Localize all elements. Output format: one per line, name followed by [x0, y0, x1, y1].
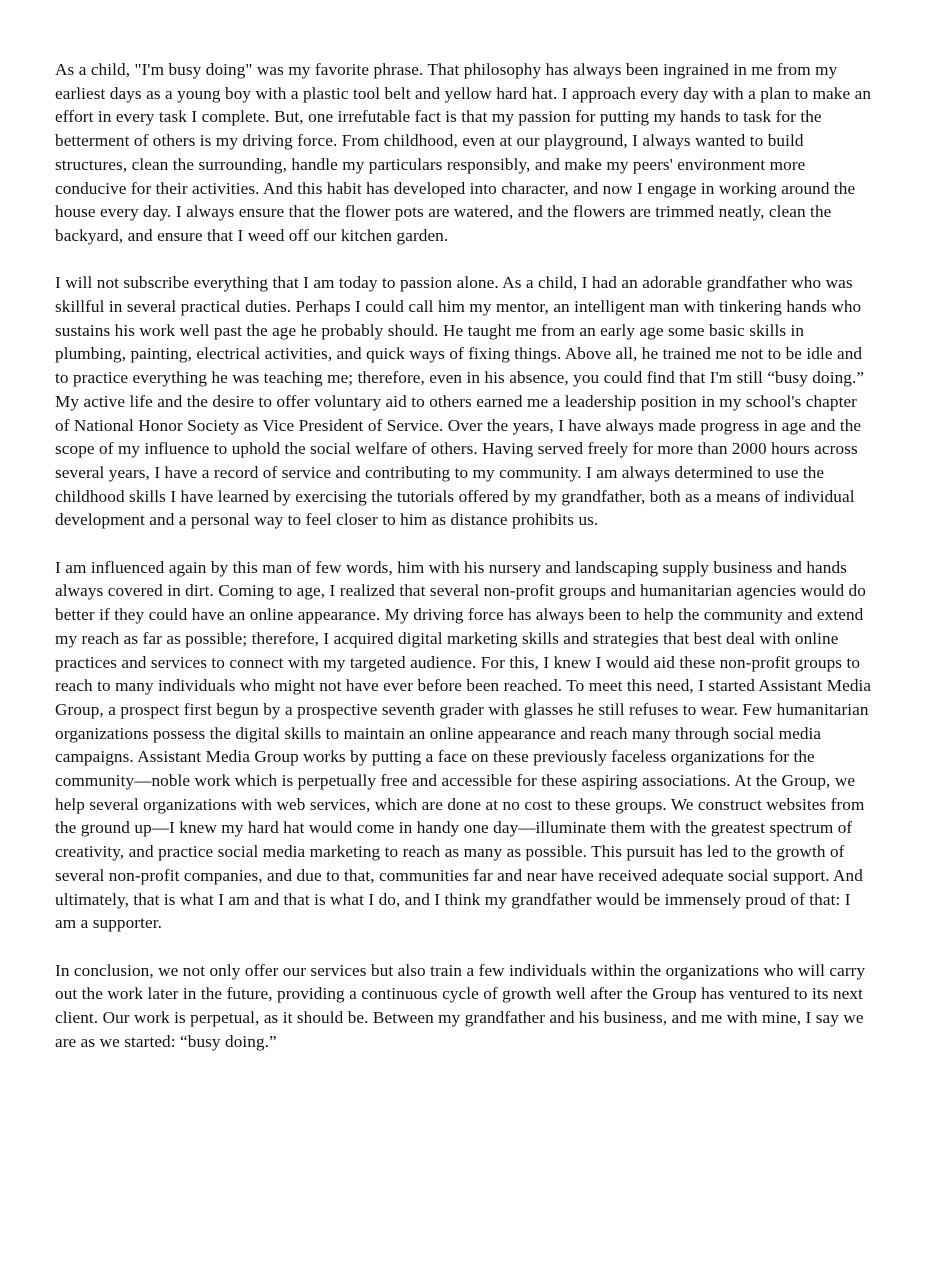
essay-paragraph-2: I will not subscribe everything that I am today to passion alone. As a child, I had an adorable grandfather who was skillful in several practical duties. Perhaps I could call him my mentor, an intelligent man with tinkering hands who sustains his work well past the age he probably should. He taught me from an early age some basic skills in plumbing, painting, electrical activities, and quick ways of fixing things. Above all, he trained me not to be idle and to practice everything he was teaching me; therefore, even in his absence, you could find that I'm still “busy doing.” My active life and the desire to offer voluntary aid to others earned me a leadership position in my school's chapter of National Honor Society as Vice President of Service. Over the years, I have always made progress in age and the scope of my influence to uphold the social welfare of others. Having served freely for more than 2000 hours across several years, I have a record of service and contributing to my community. I am always determined to use the childhood skills I have learned by exercising the tutorials offered by my grandfather, both as a means of individual development and a personal way to feel closer to him as distance prohibits us. — [55, 273, 865, 530]
essay-paragraph-4: In conclusion, we not only offer our services but also train a few individuals within the organizations who will carry out the work later in the future, providing a continuous cycle of growth well after the Group has ventured to its next client. Our work is perpetual, as it should be. Between my grandfather and his business, and me with mine, I say we are as we started: “busy doing.” — [55, 960, 866, 1051]
essay-paragraph-3: I am influenced again by this man of few words, him with his nursery and landscaping supply business and hands always covered in dirt. Coming to age, I realized that several non-profit groups and humanitarian agencies would do better if they could have an online appearance. My driving force has always been to help the community and extend my reach as far as possible; therefore, I acquired digital marketing skills and strategies that best deal with online practices and services to connect with my targeted audience. For this, I knew I would aid these non-profit groups to reach to many individuals who might not have ever before been reached. To meet this need, I started Assistant Media Group, a prospect first begun by a prospective seventh grader with glasses he still refuses to wear. Few humanitarian organizations possess the digital skills to maintain an online appearance and reach many through social media campaigns. Assistant Media Group works by putting a face on these previously faceless organizations for the community—noble work which is perpetually free and accessible for these aspiring associations. At the Group, we help several organizations with web services, which are done at no cost to these groups. We construct websites from the ground up—I knew my hard hat would come in handy one day—illuminate them with the greatest spectrum of creativity, and practice social media marketing to reach as many as possible. This pursuit has led to the growth of several non-profit companies, and due to that, communities far and near have received adequate social support. And ultimately, that is what I am and that is what I do, and I think my grandfather would be immensely proud of that: I am a supporter. — [55, 557, 872, 933]
essay-body — [55, 58, 875, 1053]
essay-paragraph-1: As a child, "I'm busy doing" was my favorite phrase. That philosophy has always been ingrained in me from my earliest days as a young boy with a plastic tool belt and yellow hard hat. I approach every day with a plan to make an effort in every task I complete. But, one irrefutable fact is that my passion for putting my hands to task for the betterment of others is my driving force. From childhood, even at our playground, I always wanted to build structures, clean the surrounding, handle my particulars responsibly, and make my peers' environment more conducive for their activities. And this habit has developed into character, and now I engage in working around the house every day. I always ensure that the flower pots are watered, and the flowers are trimmed neatly, clean the backyard, and ensure that I weed off our kitchen garden. — [55, 60, 872, 245]
